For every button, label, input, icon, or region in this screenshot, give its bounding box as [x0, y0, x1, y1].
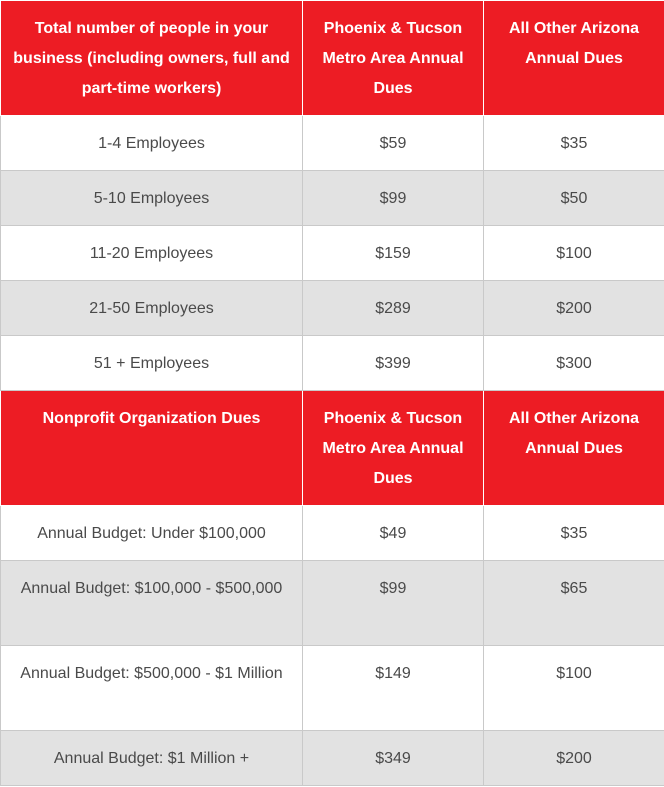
- nonprofit-budget-cell: Annual Budget: $100,000 - $500,000: [1, 561, 303, 646]
- other-arizona-dues-cell: $100: [484, 646, 664, 731]
- table-row: [1, 281, 664, 336]
- other-arizona-dues-cell: $300: [484, 336, 664, 391]
- business-size-cell: 21-50 Employees: [1, 281, 303, 336]
- nonprofit-budget-cell: Annual Budget: $1 Million +: [1, 731, 303, 786]
- table-row: [1, 336, 664, 391]
- phoenix-tucson-dues-cell: $159: [303, 226, 484, 281]
- table-row: [1, 116, 664, 171]
- other-arizona-dues-cell: $65: [484, 561, 664, 646]
- phoenix-tucson-dues-cell: $149: [303, 646, 484, 731]
- business-size-header: Total number of people in your business (including owners, full and part-time workers): [1, 1, 303, 116]
- phoenix-tucson-dues-cell: $349: [303, 731, 484, 786]
- phoenix-tucson-dues-cell: $399: [303, 336, 484, 391]
- other-arizona-dues-cell: $200: [484, 281, 664, 336]
- phoenix-tucson-dues-cell: $99: [303, 171, 484, 226]
- phoenix-tucson-dues-cell: $289: [303, 281, 484, 336]
- phoenix-tucson-dues-cell: $99: [303, 561, 484, 646]
- phoenix-tucson-dues-header: Phoenix & Tucson Metro Area Annual Dues: [303, 1, 484, 116]
- other-arizona-dues-cell: $200: [484, 731, 664, 786]
- business-size-cell: 5-10 Employees: [1, 171, 303, 226]
- other-arizona-dues-cell: $35: [484, 116, 664, 171]
- nonprofit-header-row: [1, 391, 664, 506]
- other-arizona-dues-cell: $35: [484, 506, 664, 561]
- phoenix-tucson-dues-cell: $49: [303, 506, 484, 561]
- table-row: [1, 171, 664, 226]
- phoenix-tucson-dues-header: Phoenix & Tucson Metro Area Annual Dues: [303, 391, 484, 506]
- business-size-cell: 1-4 Employees: [1, 116, 303, 171]
- business-size-cell: 11-20 Employees: [1, 226, 303, 281]
- nonprofit-budget-cell: Annual Budget: Under $100,000: [1, 506, 303, 561]
- other-arizona-dues-header: All Other Arizona Annual Dues: [484, 1, 664, 116]
- table-row: [1, 646, 664, 731]
- table-row: [1, 226, 664, 281]
- nonprofit-budget-cell: Annual Budget: $500,000 - $1 Million: [1, 646, 303, 731]
- business-header-row: [1, 1, 664, 116]
- table-row: [1, 506, 664, 561]
- business-size-cell: 51 + Employees: [1, 336, 303, 391]
- table-row: [1, 731, 664, 786]
- table-row: [1, 561, 664, 646]
- other-arizona-dues-cell: $100: [484, 226, 664, 281]
- other-arizona-dues-header: All Other Arizona Annual Dues: [484, 391, 664, 506]
- phoenix-tucson-dues-cell: $59: [303, 116, 484, 171]
- other-arizona-dues-cell: $50: [484, 171, 664, 226]
- nonprofit-budget-header: Nonprofit Organization Dues: [1, 391, 303, 506]
